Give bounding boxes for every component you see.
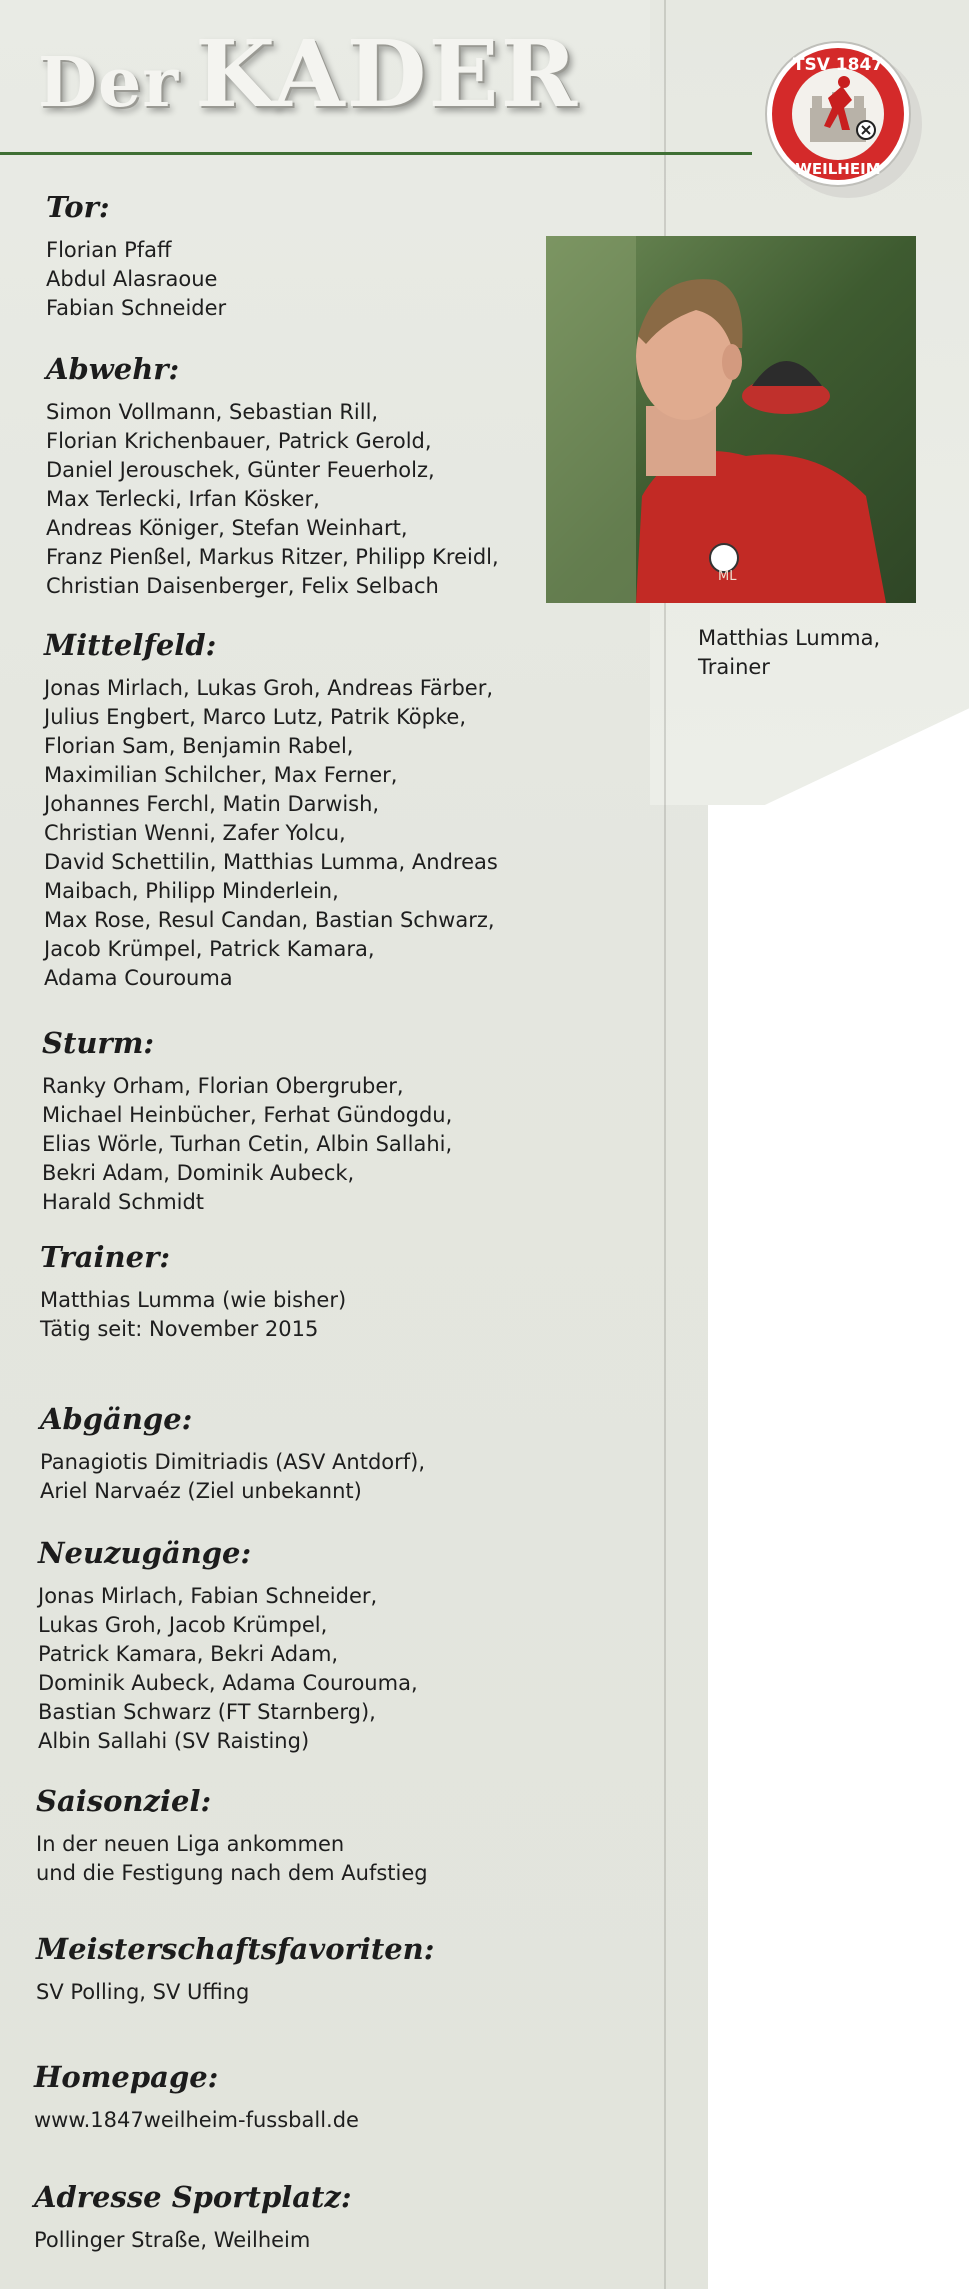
section-neuzugaenge — [38, 1536, 418, 1756]
section-meisterschaftsfavoriten — [36, 1932, 434, 2007]
section-tor — [46, 190, 226, 323]
section-heading: Mittelfeld: — [44, 628, 217, 662]
section-saisonziel — [36, 1784, 428, 1888]
section-trainer — [40, 1240, 346, 1344]
section-body: Jonas Mirlach, Fabian Schneider, Lukas Groh, Jacob Krümpel, Patrick Kamara, Bekri Adam, Dominik Aubeck, Adama Courouma, Bastian Schwarz (FT Starnberg), Albin Sallahi (SV Raisting) — [38, 1584, 418, 1753]
section-heading: Meisterschaftsfavoriten: — [36, 1932, 435, 1966]
section-body: Pollinger Straße, Weilheim — [34, 2228, 311, 2252]
section-body: Matthias Lumma (wie bisher) Tätig seit: November 2015 — [40, 1288, 347, 1341]
section-body: www.1847weilheim-fussball.de — [34, 2108, 359, 2132]
section-heading: Homepage: — [34, 2060, 219, 2094]
section-heading: Saisonziel: — [36, 1784, 212, 1818]
section-body: Jonas Mirlach, Lukas Groh, Andreas Färber, Julius Engbert, Marco Lutz, Patrik Köpke, Florian Sam, Benjamin Rabel, Maximilian Schilcher, Max Ferner, Johannes Ferchl, Matin Darwish, Christian Wenni, Zafer Yolcu, David Schettilin, Matthias Lumma, Andreas Maibach, Philipp Minderlein, Max Rose, Resul Candan, Bastian Schwarz, Jacob Krümpel, Patrick Kamara, Adama Courouma — [44, 676, 498, 990]
section-heading: Neuzugänge: — [38, 1536, 252, 1570]
section-heading: Sturm: — [42, 1026, 155, 1060]
section-body: Panagiotis Dimitriadis (ASV Antdorf), Ariel Narvaéz (Ziel unbekannt) — [40, 1450, 426, 1503]
svg-text:ML: ML — [718, 569, 737, 584]
section-sturm — [42, 1026, 452, 1217]
logo-bottom-text: WEILHEIM — [795, 160, 881, 178]
photo-caption: Matthias Lumma, Trainer — [698, 626, 881, 679]
page-title-large: KADER — [195, 20, 580, 128]
section-mittelfeld — [44, 628, 498, 993]
club-crest-icon — [758, 38, 928, 198]
section-abgaenge — [40, 1402, 425, 1506]
section-body: SV Polling, SV Uffing — [36, 1980, 250, 2004]
section-homepage — [34, 2060, 359, 2135]
section-heading: Abgänge: — [40, 1402, 193, 1436]
section-adresse-sportplatz — [34, 2180, 352, 2255]
section-abwehr — [46, 352, 499, 601]
section-body: Simon Vollmann, Sebastian Rill, Florian Krichenbauer, Patrick Gerold, Daniel Jerouschek, Günter Feuerholz, Max Terlecki, Irfan Kösker, Andreas Königer, Stefan Weinhart, Franz Pienßel, Markus Ritzer, Philipp Kreidl, Christian Daisenberger, Felix Selbach — [46, 400, 499, 598]
page-title-small: Der — [38, 43, 180, 123]
section-body: Florian Pfaff Abdul Alasraoue Fabian Schneider — [46, 238, 227, 320]
section-body: Ranky Orham, Florian Obergruber, Michael Heinbücher, Ferhat Gündogdu, Elias Wörle, Turhan Cetin, Albin Sallahi, Bekri Adam, Dominik Aubeck, Harald Schmidt — [42, 1074, 453, 1214]
section-heading: Abwehr: — [46, 352, 180, 386]
logo-top-text: TSV 1847 — [792, 55, 884, 75]
section-heading: Trainer: — [40, 1240, 171, 1274]
section-heading: Tor: — [46, 190, 110, 224]
page-title — [38, 20, 580, 128]
title-rule — [0, 152, 752, 155]
player-photo-icon — [546, 236, 916, 603]
section-body: In der neuen Liga ankommen und die Festigung nach dem Aufstieg — [36, 1832, 428, 1885]
section-heading: Adresse Sportplatz: — [34, 2180, 352, 2214]
